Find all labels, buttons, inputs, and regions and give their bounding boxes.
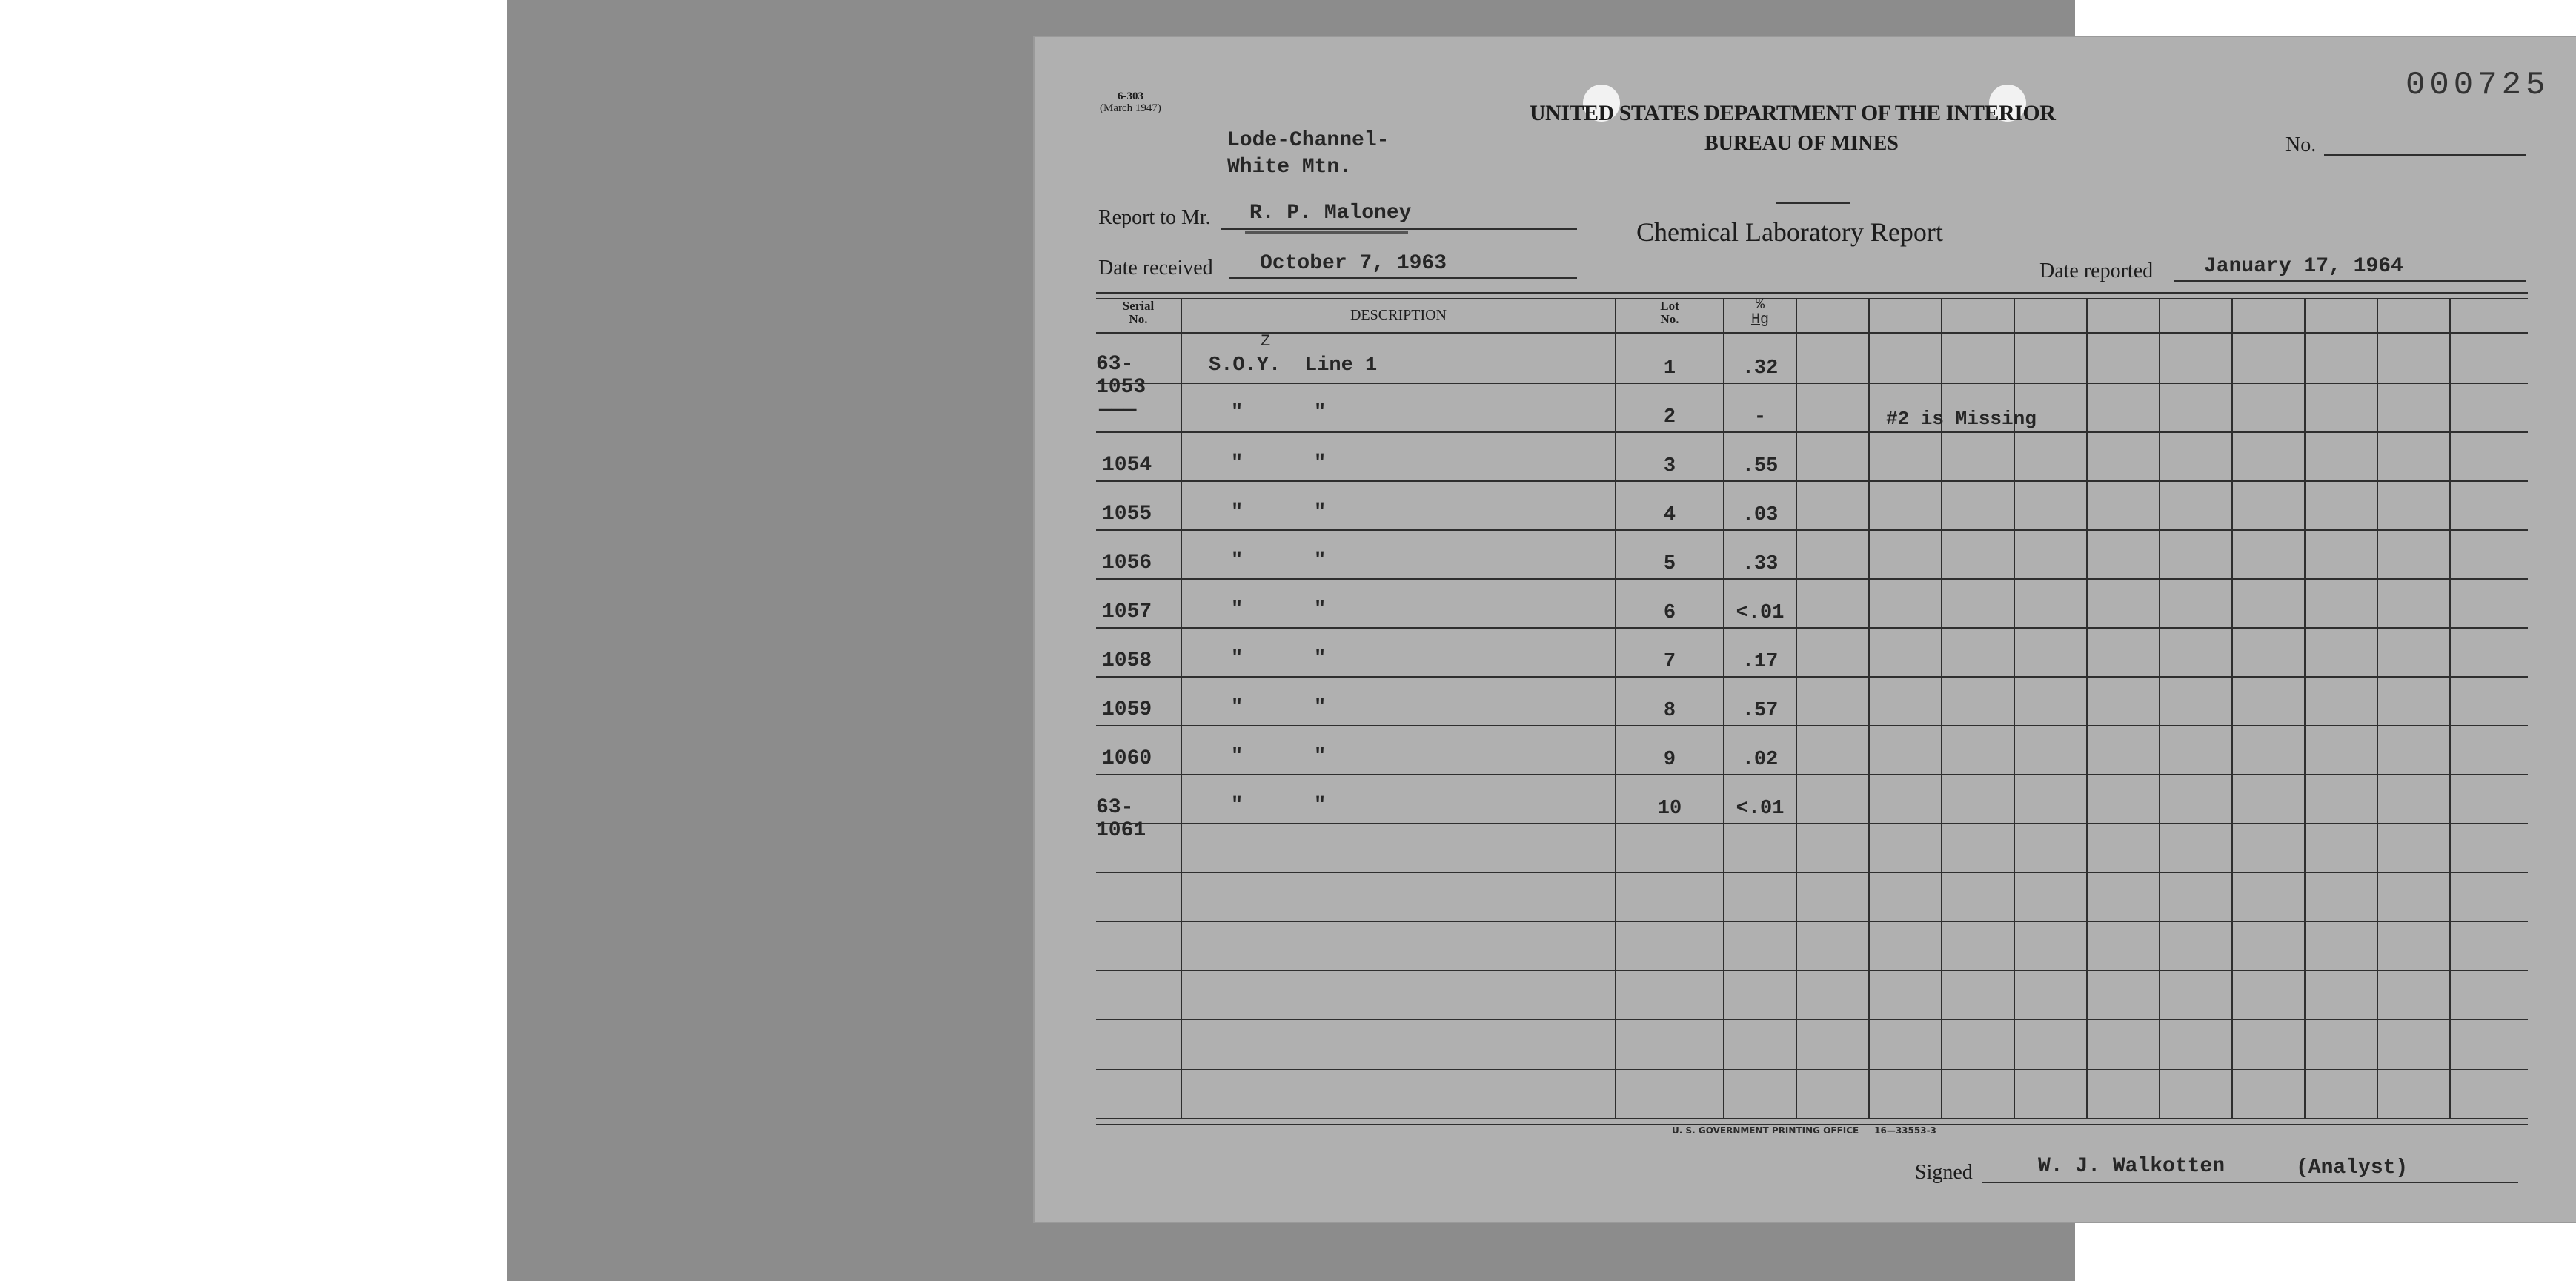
row-divider	[1096, 627, 2528, 629]
number-label: No.	[2285, 133, 2317, 156]
row-description-a: "	[1231, 501, 1244, 523]
row-description-b: "	[1314, 795, 1327, 817]
col-divider	[2159, 298, 2160, 1119]
row-hg: .02	[1742, 749, 1779, 771]
row-lot: 1	[1663, 357, 1676, 380]
scan-background	[507, 0, 2550, 1281]
row-lot: 4	[1663, 504, 1676, 526]
row-description-b: "	[1314, 599, 1327, 621]
row-divider	[1096, 383, 2528, 384]
row-description-a: S.O.Y.	[1209, 354, 1281, 377]
col-divider	[2304, 298, 2306, 1119]
row-hg: .03	[1742, 504, 1779, 526]
row-lot: 9	[1663, 749, 1676, 771]
row-serial: 1060	[1102, 747, 1152, 770]
row-lot: 8	[1663, 700, 1676, 722]
row-description-a: "	[1231, 402, 1244, 424]
row-divider	[1096, 578, 2528, 580]
row-lot: 5	[1663, 553, 1676, 575]
row-serial: 1055	[1102, 503, 1152, 526]
report-to-value: R. P. Maloney	[1249, 202, 1412, 225]
col-divider	[1868, 298, 1870, 1119]
date-reported-value: January 17, 1964	[2204, 255, 2403, 278]
row-description-b: "	[1314, 452, 1327, 474]
row-hg: .17	[1742, 651, 1779, 673]
row-description-a: "	[1231, 648, 1244, 670]
signature-line	[1982, 1182, 2518, 1183]
location-line-2: White Mtn.	[1227, 156, 1352, 179]
location-line-1: Lode-Channel-	[1227, 129, 1390, 152]
row-divider	[1096, 725, 2528, 726]
row-divider	[1096, 431, 2528, 433]
col-divider	[2377, 298, 2378, 1119]
row-divider	[1096, 774, 2528, 775]
row-divider	[1096, 1019, 2528, 1020]
row-lot: 3	[1663, 455, 1676, 477]
row-divider	[1096, 480, 2528, 482]
row-serial: 63-1061	[1096, 796, 1146, 842]
row-note: #2 is Missing	[1886, 408, 2036, 430]
row-serial: 63-1053	[1096, 353, 1146, 399]
row-description-b: "	[1314, 648, 1327, 670]
header-lot-no: Lot No.	[1660, 299, 1679, 326]
col-divider	[1796, 298, 1797, 1119]
report-to-label: Report to Mr.	[1098, 206, 1211, 229]
row-divider	[1096, 1069, 2528, 1070]
row-serial: 1058	[1102, 649, 1152, 672]
number-field-line	[2324, 154, 2526, 156]
row-description-a: "	[1231, 697, 1244, 719]
date-received-line	[1229, 277, 1577, 279]
col-divider	[1181, 298, 1182, 1119]
row-description-b: "	[1314, 746, 1327, 768]
row-serial: 1059	[1102, 698, 1152, 721]
row-serial: 1057	[1102, 600, 1152, 623]
signed-name: W. J. Walkotten	[2038, 1155, 2225, 1178]
row-description-a: "	[1231, 795, 1244, 817]
printer-imprint: U. S. GOVERNMENT PRINTING OFFICE 16—33553-3	[1672, 1125, 1936, 1136]
report-to-line	[1221, 228, 1577, 230]
agency-title: UNITED STATES DEPARTMENT OF THE INTERIOR	[1530, 101, 2056, 125]
row-description-a: "	[1231, 746, 1244, 768]
row-divider	[1096, 872, 2528, 873]
form-date: (March 1947)	[1100, 102, 1161, 114]
header-description: DESCRIPTION	[1350, 307, 1447, 323]
row-description-b: "	[1314, 550, 1327, 572]
row-divider	[1096, 332, 2528, 334]
row-hg: <.01	[1736, 602, 1785, 624]
row-hg: .55	[1742, 455, 1779, 477]
row-serial: ———	[1099, 399, 1137, 422]
agency-subtitle: BUREAU OF MINES	[1704, 132, 1899, 155]
row-hg: .33	[1742, 553, 1779, 575]
results-table	[1096, 298, 2528, 1125]
row-divider	[1096, 921, 2528, 922]
row-lot: 10	[1657, 798, 1682, 820]
report-form	[1035, 37, 2576, 1222]
signed-label: Signed	[1915, 1161, 1973, 1184]
row-divider	[1096, 529, 2528, 531]
row-serial: 1054	[1102, 454, 1152, 477]
date-reported-line	[2174, 280, 2526, 282]
row-description-a: "	[1231, 550, 1244, 572]
date-received-label: Date received	[1098, 256, 1213, 279]
date-reported-label: Date reported	[2039, 259, 2154, 282]
title-divider	[1776, 202, 1850, 204]
row-divider	[1096, 823, 2528, 824]
row-lot: 2	[1663, 406, 1676, 428]
report-to-underline-mark	[1245, 231, 1408, 234]
date-received-value: October 7, 1963	[1260, 252, 1447, 275]
col-divider	[2449, 298, 2451, 1119]
row-description-b: Line 1	[1305, 354, 1378, 377]
row-hg: -	[1753, 406, 1767, 428]
header-percent-hg: % Hg	[1750, 297, 1769, 328]
row-lot: 6	[1663, 602, 1676, 624]
form-number: 6-303	[1118, 90, 1143, 102]
row-hg: .32	[1742, 357, 1779, 380]
row-divider	[1096, 676, 2528, 678]
document-number: 000725	[2406, 67, 2550, 104]
col-divider	[2231, 298, 2233, 1119]
signed-role: (Analyst)	[2296, 1156, 2409, 1179]
row-description-b: "	[1314, 402, 1327, 424]
row-hg: <.01	[1736, 798, 1785, 820]
row-divider	[1096, 970, 2528, 971]
row-description-a: "	[1231, 599, 1244, 621]
correction-mark: Z	[1261, 332, 1271, 351]
row-hg: .57	[1742, 700, 1779, 722]
row-description-b: "	[1314, 501, 1327, 523]
row-lot: 7	[1663, 651, 1676, 673]
row-description-a: "	[1231, 452, 1244, 474]
report-title: Chemical Laboratory Report	[1636, 217, 1943, 247]
row-serial: 1056	[1102, 552, 1152, 575]
row-description-b: "	[1314, 697, 1327, 719]
header-serial-no: Serial No.	[1122, 299, 1155, 326]
col-divider	[2086, 298, 2088, 1119]
